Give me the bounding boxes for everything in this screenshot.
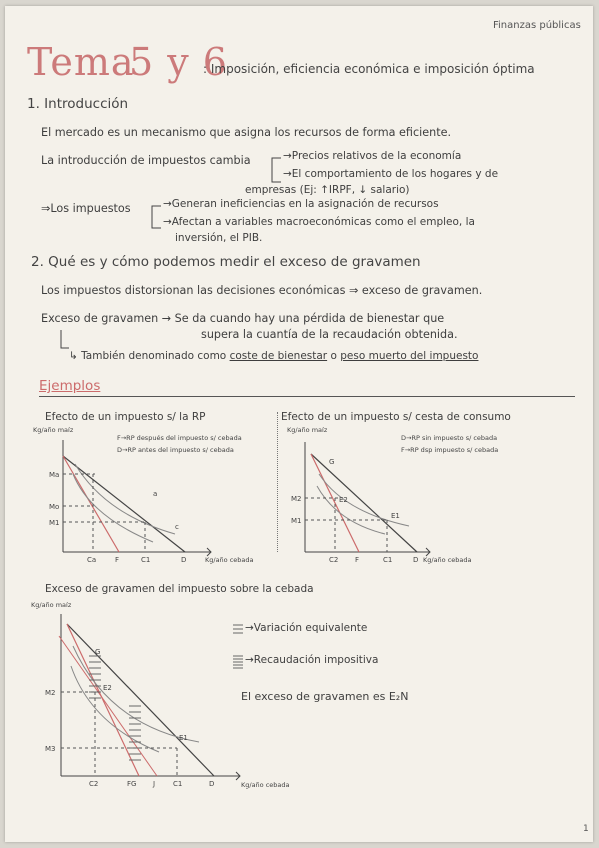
- graph2-title: Efecto de un impuesto s/ cesta de consumo: [281, 411, 511, 423]
- intro-bullet-2b: empresas (Ej: ↑IRPF, ↓ salario): [245, 184, 410, 196]
- graph3-indiff-2: [71, 666, 159, 752]
- graph2-budget-F: [311, 454, 359, 552]
- graph1-xtick: Ca: [87, 556, 97, 564]
- page-number: 1: [583, 824, 589, 834]
- graph2-indiff-2: [317, 486, 385, 534]
- graph1-ytick: M1: [49, 519, 60, 527]
- graph2-point: E2: [339, 496, 348, 504]
- graph2-point: G: [329, 458, 335, 466]
- legend-recaudacion: →Recaudación impositiva: [245, 654, 379, 666]
- graph2-xtick: D: [413, 556, 419, 564]
- graph3-xtick: C1: [173, 780, 183, 788]
- conclusion-text: El exceso de gravamen es E₂N: [241, 690, 409, 703]
- intro-bullet-1: →Precios relativos de la economía: [283, 150, 462, 162]
- graph3-indiff-1: [73, 646, 199, 742]
- graph1-note-1: F→RP después del impuesto s/ cebada: [117, 434, 242, 442]
- exceso-paragraph-2: Exceso de gravamen → Se da cuando hay una pérdida de bienestar que: [41, 312, 445, 325]
- tema-numbers: 5 y 6: [129, 40, 228, 84]
- graph1-xtick: D: [181, 556, 187, 564]
- graph3-xtick: C2: [89, 780, 99, 788]
- graph1-ytick: Mo: [49, 503, 60, 511]
- graph1-xtick: F: [115, 556, 120, 564]
- exceso-paragraph-3-lead: ↳ También denominado como: [69, 350, 227, 362]
- graph3-ytick: M2: [45, 689, 56, 697]
- impuestos-lead: ⇒Los impuestos: [41, 202, 131, 215]
- graph2-plot: [289, 434, 539, 569]
- graph1-point: a: [153, 490, 158, 498]
- graph2-budget-D: [311, 454, 417, 552]
- graph2-ytick: M2: [291, 495, 302, 503]
- graph3-budget-J: [59, 636, 157, 776]
- graph1-budget-D: [63, 456, 185, 552]
- graph-separator: [277, 412, 278, 552]
- graph3-point: E2: [103, 684, 112, 692]
- graph2-ytick: M1: [291, 517, 302, 525]
- legend-variacion: →Variación equivalente: [245, 622, 368, 634]
- graph2-point: E1: [391, 512, 400, 520]
- graph3-point: G: [95, 648, 101, 656]
- graph3-xtick: D: [209, 780, 215, 788]
- ejemplos-heading: Ejemplos: [39, 378, 101, 394]
- bracket-icon: [149, 202, 163, 232]
- graph1-point: c: [175, 523, 179, 531]
- exceso-paragraph-1: Los impuestos distorsionan las decisiones económicas ⇒ exceso de gravamen.: [41, 284, 483, 297]
- graph1-budget-F: [63, 456, 119, 552]
- graph3-point: E1: [179, 734, 188, 742]
- graph3-hatch-recaudacion: [129, 706, 141, 760]
- legend-hatch-icon: [231, 622, 245, 636]
- graph1-ytick: Ma: [49, 471, 60, 479]
- section-heading-intro: 1. Introducción: [27, 96, 129, 112]
- graph1-xtick: C1: [141, 556, 151, 564]
- graph3-budget-F: [67, 624, 139, 776]
- graph2-note-1: D→RP sin impuesto s/ cebada: [401, 434, 498, 442]
- graph1-note-2: D→RP antes del impuesto s/ cebada: [117, 446, 234, 454]
- graph3-xlabel: Kg/año cebada: [241, 781, 290, 789]
- graph1-ylabel: Kg/año maíz: [33, 426, 74, 434]
- impuestos-bullet-2b: inversión, el PIB.: [175, 232, 263, 244]
- exceso-paragraph-2b: supera la cuantía de la recaudación obtenida.: [201, 328, 458, 341]
- graph1-indiff-2: [73, 474, 153, 542]
- graph3-title: Exceso de gravamen del impuesto sobre la cebada: [45, 583, 314, 595]
- legend-hatch-icon: [231, 654, 245, 670]
- term-coste-bienestar: coste de bienestar: [229, 350, 328, 362]
- graph2-note-2: F→RP dsp impuesto s/ cebada: [401, 446, 499, 454]
- section-heading-exceso: 2. Qué es y cómo podemos medir el exceso de gravamen: [31, 254, 421, 270]
- tema-title: Tema: [27, 40, 135, 84]
- divider: [39, 396, 575, 397]
- graph2-xlabel: Kg/año cebada: [423, 556, 472, 564]
- or-label: o: [330, 350, 337, 362]
- impuestos-bullet-2: →Afectan a variables macroeconómicas como el empleo, la: [163, 216, 475, 228]
- term-peso-muerto: peso muerto del impuesto: [340, 350, 479, 362]
- graph1-plot: [35, 434, 285, 569]
- graph2-xtick: C2: [329, 556, 339, 564]
- course-label: Finanzas públicas: [493, 20, 581, 31]
- graph2-xtick: C1: [383, 556, 393, 564]
- bracket-icon: [269, 154, 283, 186]
- intro-paragraph-1: El mercado es un mecanismo que asigna los recursos de forma eficiente.: [41, 126, 452, 139]
- intro-bullet-2: →El comportamiento de los hogares y de: [283, 168, 499, 180]
- exceso-paragraph-3: [69, 350, 478, 362]
- graph3-ytick: M3: [45, 745, 56, 753]
- graph2-ylabel: Kg/año maíz: [287, 426, 328, 434]
- graph2-xtick: F: [355, 556, 360, 564]
- graph3-ylabel: Kg/año maíz: [31, 601, 72, 609]
- graph3-xtick: J: [153, 780, 156, 788]
- graph1-title: Efecto de un impuesto s/ la RP: [45, 411, 206, 423]
- graph1-xlabel: Kg/año cebada: [205, 556, 254, 564]
- graph3-xtick: FG: [127, 780, 137, 788]
- tema-subtitle: : Imposición, eficiencia económica e imposición óptima: [203, 62, 535, 76]
- impuestos-bullet-1: →Generan ineficiencias en la asignación de recursos: [163, 198, 439, 210]
- notebook-page: [5, 6, 593, 842]
- intro-paragraph-2: La introducción de impuestos cambia: [41, 154, 251, 167]
